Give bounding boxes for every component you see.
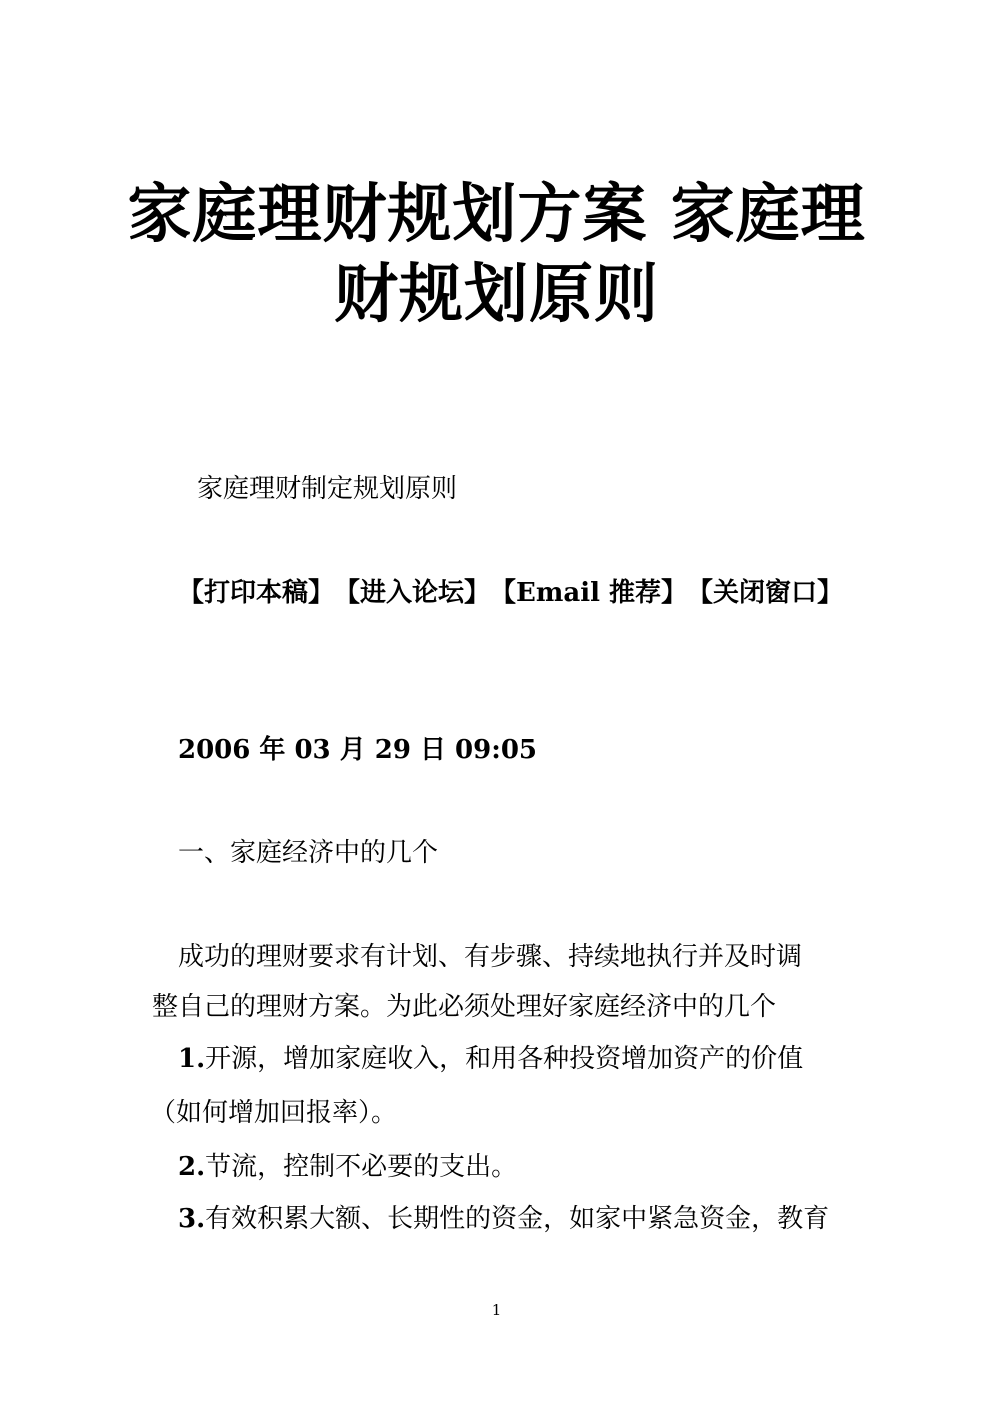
item-number: 3. <box>178 1204 206 1234</box>
forum-link[interactable]: 【进入论坛】 <box>334 578 491 608</box>
item-number: 1. <box>178 1044 206 1074</box>
list-item-1-continued: （如何增加回报率）。 <box>150 1098 398 1128</box>
item-number: 2. <box>178 1152 206 1182</box>
document-title-line-1: 家庭理财规划方案 家庭理 <box>127 177 866 252</box>
item-text: 有效积累大额、长期性的资金，如家中紧急资金，教育 <box>205 1204 830 1234</box>
item-text: 开源，增加家庭收入，和用各种投资增加资产的价值 <box>205 1044 804 1074</box>
section-heading: 一、家庭经济中的几个 <box>178 838 439 868</box>
print-link[interactable]: 【打印本稿】 <box>178 578 335 608</box>
email-recommend-link[interactable]: 【Email 推荐】 <box>490 578 688 608</box>
paragraph-line: 整自己的理财方案。为此必须处理好家庭经济中的几个 <box>152 992 777 1022</box>
action-links <box>178 576 843 610</box>
page-number: 1 <box>491 1301 502 1319</box>
list-item-1 <box>178 1042 803 1076</box>
subtitle: 家庭理财制定规划原则 <box>197 474 458 504</box>
list-item-3 <box>178 1202 829 1236</box>
close-window-link[interactable]: 【关闭窗口】 <box>687 578 844 608</box>
paragraph-line: 成功的理财要求有计划、有步骤、持续地执行并及时调 <box>178 942 803 972</box>
item-text: 节流，控制不必要的支出。 <box>205 1152 518 1182</box>
document-title-line-2: 财规划原则 <box>334 257 659 332</box>
publish-date: 2006 年 03 月 29 日 09:05 <box>178 735 537 765</box>
list-item-2 <box>178 1150 517 1184</box>
